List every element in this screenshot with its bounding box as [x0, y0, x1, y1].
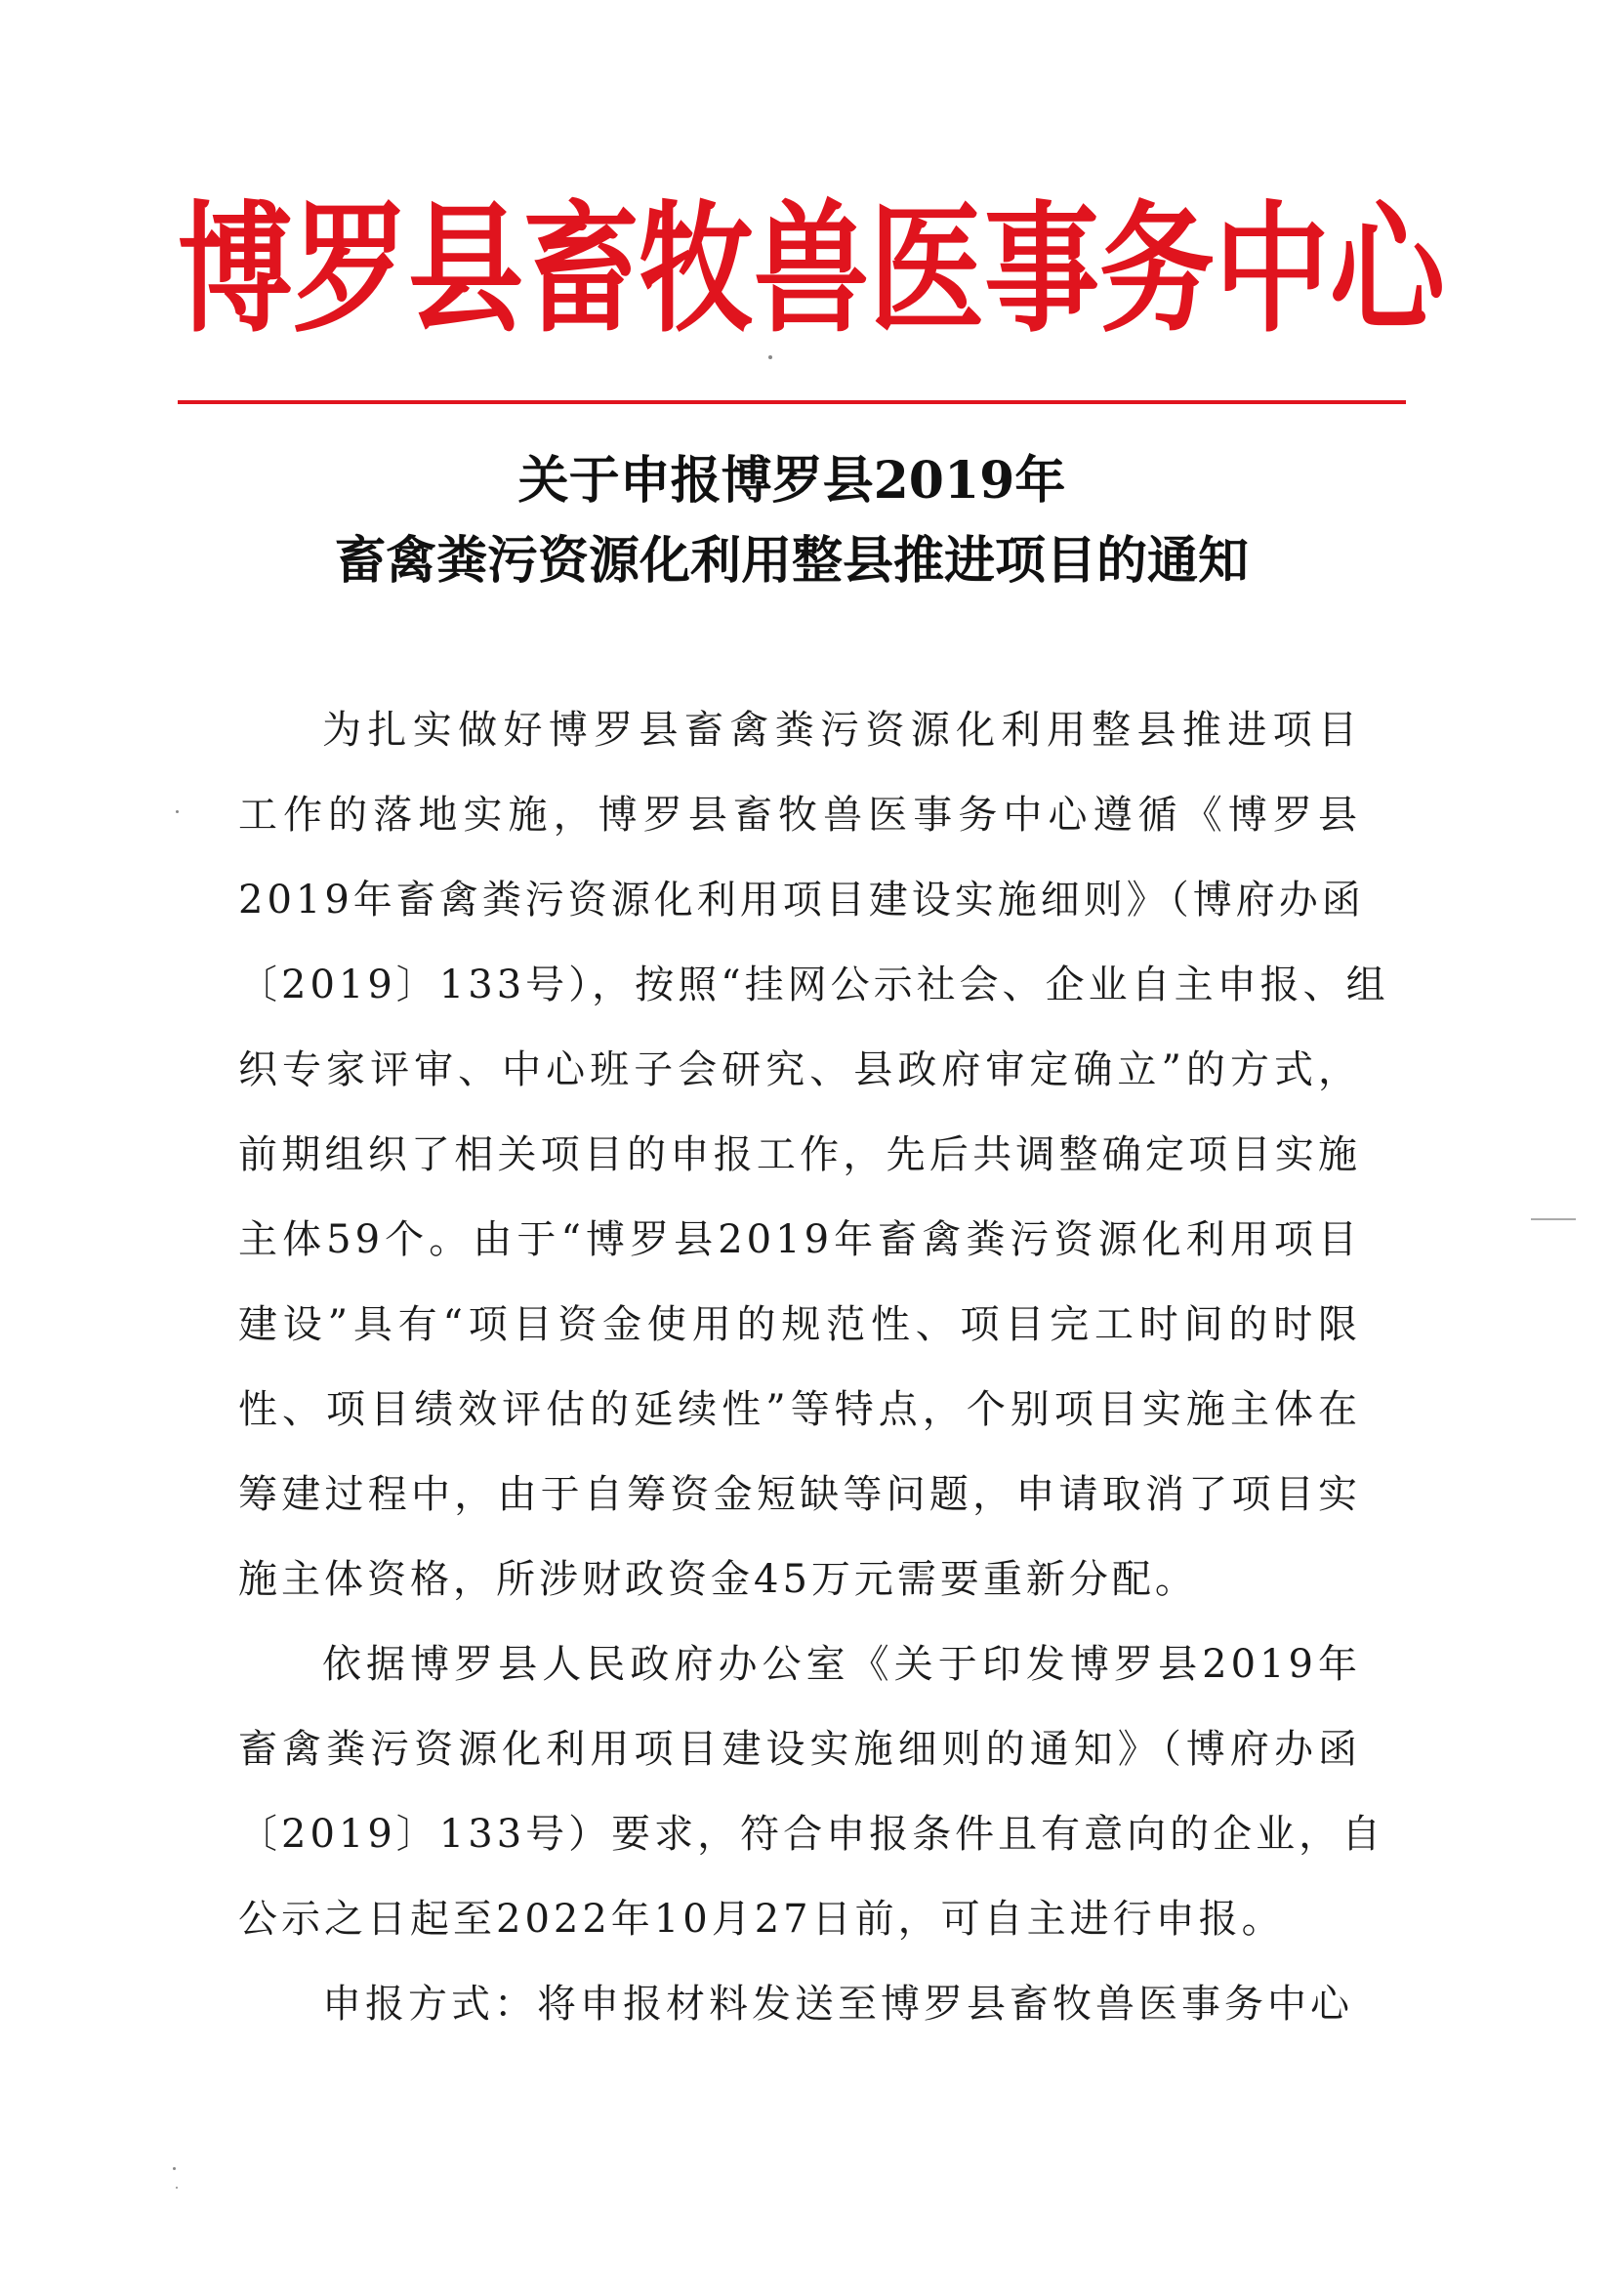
body-line: 前期组织了相关项目的申报工作，先后共调整确定项目实施 [238, 1132, 1361, 1177]
body-line: 施主体资格，所涉财政资金45万元需要重新分配。 [238, 1557, 1198, 1602]
body-line: 〔2019〕133号），按照“挂网公示社会、企业自主申报、组 [238, 963, 1389, 1007]
body-line: 筹建过程中，由于自筹资金短缺等问题，申请取消了项目实 [238, 1472, 1361, 1517]
body-line: 主体59个。由于“博罗县2019年畜禽粪污资源化利用项目 [238, 1217, 1361, 1262]
letterhead-org-name: 博罗县畜牧兽医事务中心 [178, 185, 1446, 352]
body-line: 为扎实做好博罗县畜禽粪污资源化利用整县推进项目 [322, 708, 1361, 753]
body-line: 织专家评审、中心班子会研究、县政府审定确立”的方式， [238, 1047, 1361, 1092]
body-line: 工作的落地实施，博罗县畜牧兽医事务中心遵循《博罗县 [238, 793, 1361, 838]
body-line: 建设”具有“项目资金使用的规范性、项目完工时间的时限 [238, 1302, 1361, 1347]
letterhead-red-rule [178, 400, 1406, 404]
notice-body [238, 688, 1389, 2047]
scan-speck [176, 810, 179, 813]
notice-title-line-1: 关于申报博罗县2019年 [517, 451, 1066, 511]
body-line: 2019年畜禽粪污资源化利用项目建设实施细则》（博府办函 [238, 878, 1365, 922]
body-line: 依据博罗县人民政府办公室《关于印发博罗县2019年 [322, 1642, 1361, 1687]
scan-speck [173, 2167, 176, 2170]
scan-mark [1531, 1218, 1576, 1220]
body-line: 申报方式：将申报材料发送至博罗县畜牧兽医事务中心 [322, 1982, 1353, 2027]
body-line: 性、项目绩效评估的延续性”等特点，个别项目实施主体在 [238, 1387, 1361, 1432]
body-line: 公示之日起至2022年10月27日前，可自主进行申报。 [238, 1897, 1285, 1942]
notice-title-line-2: 畜禽粪污资源化利用整县推进项目的通知 [334, 531, 1249, 591]
scan-speck [176, 2187, 178, 2189]
scan-speck [768, 355, 772, 359]
body-line: 〔2019〕133号）要求，符合申报条件且有意向的企业，自 [238, 1812, 1385, 1857]
body-line: 畜禽粪污资源化利用项目建设实施细则的通知》（博府办函 [238, 1727, 1361, 1772]
